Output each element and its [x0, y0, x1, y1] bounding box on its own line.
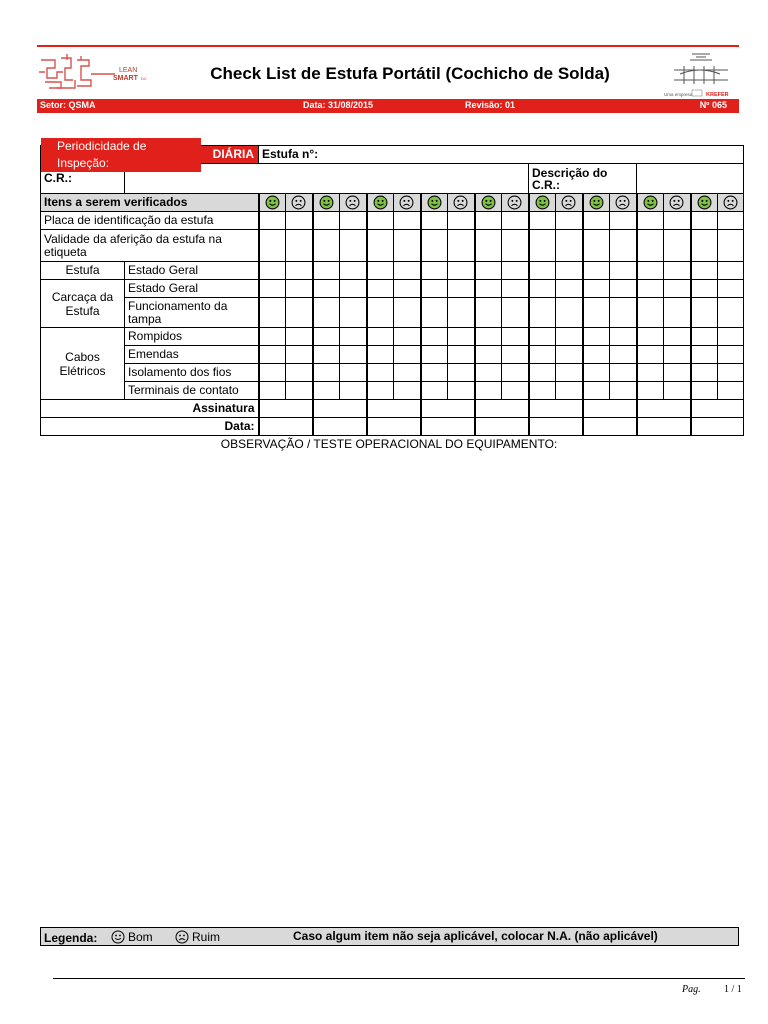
check-cell[interactable] — [475, 364, 502, 382]
check-cell[interactable] — [286, 212, 313, 230]
check-cell[interactable] — [529, 346, 556, 364]
check-cell[interactable] — [313, 298, 340, 328]
smiley-bad-icon — [175, 930, 189, 944]
estufa-number-label: Estufa n°: — [262, 147, 319, 161]
check-cell[interactable] — [556, 262, 583, 280]
check-cell[interactable] — [340, 230, 367, 262]
document-title: Check List de Estufa Portátil (Cochicho de Solda) — [210, 64, 610, 83]
check-cell[interactable] — [664, 298, 691, 328]
periodicidade-cell — [41, 138, 259, 170]
check-cell[interactable] — [313, 346, 340, 364]
check-cell[interactable] — [313, 230, 340, 262]
row-placa — [41, 212, 744, 230]
check-cell[interactable] — [259, 212, 286, 230]
check-cell[interactable] — [637, 364, 664, 382]
check-cell[interactable] — [583, 328, 610, 346]
check-cell[interactable] — [448, 346, 475, 364]
check-cell[interactable] — [664, 230, 691, 262]
smiley-bad-icon — [507, 195, 522, 210]
row-assinatura — [41, 400, 744, 418]
revision-field: Revisão: 01 — [465, 100, 516, 110]
signature-cell[interactable] — [583, 400, 637, 418]
check-cell[interactable] — [448, 230, 475, 262]
check-cell[interactable] — [583, 298, 610, 328]
check-cell[interactable] — [502, 364, 529, 382]
smiley-good-icon — [427, 195, 442, 210]
check-cell[interactable] — [610, 328, 637, 346]
check-cell[interactable] — [475, 298, 502, 328]
check-cell[interactable] — [340, 280, 367, 298]
check-cell[interactable] — [691, 364, 718, 382]
check-cell[interactable] — [421, 346, 448, 364]
check-cell[interactable] — [637, 382, 664, 400]
signature-cell[interactable] — [691, 400, 744, 418]
check-cell[interactable] — [286, 298, 313, 328]
check-cell[interactable] — [691, 346, 718, 364]
check-cell[interactable] — [259, 364, 286, 382]
check-cell[interactable] — [448, 328, 475, 346]
check-cell[interactable] — [556, 298, 583, 328]
check-cell[interactable] — [313, 364, 340, 382]
row-isolamento — [41, 364, 744, 382]
column-bad-header — [340, 194, 367, 212]
check-cell[interactable] — [691, 328, 718, 346]
check-cell[interactable] — [313, 328, 340, 346]
krefer-emblem-icon — [662, 50, 740, 98]
check-cell[interactable] — [448, 364, 475, 382]
check-cell[interactable] — [583, 230, 610, 262]
smiley-bad-icon — [399, 195, 414, 210]
periodicidade-row — [41, 146, 744, 164]
smiley-good-icon — [319, 195, 334, 210]
check-cell[interactable] — [394, 212, 421, 230]
column-bad-header — [610, 194, 637, 212]
legend-bar — [40, 927, 739, 946]
check-cell[interactable] — [286, 280, 313, 298]
row-carcaca-estado — [41, 280, 744, 298]
check-cell[interactable] — [340, 328, 367, 346]
legend-ruim — [175, 930, 220, 944]
check-cell[interactable] — [529, 298, 556, 328]
check-cell[interactable] — [259, 280, 286, 298]
observacao-heading: OBSERVAÇÃO / TESTE OPERACIONAL DO EQUIPAMENTO: — [220, 437, 558, 451]
column-bad-header — [448, 194, 475, 212]
check-cell[interactable] — [610, 382, 637, 400]
date-field: Data: 31/08/2015 — [303, 100, 374, 110]
item-isolamento: Isolamento dos fios — [125, 364, 259, 382]
smiley-good-icon — [535, 195, 550, 210]
check-cell[interactable] — [583, 382, 610, 400]
check-cell[interactable] — [475, 328, 502, 346]
item-placa: Placa de identificação da estufa — [41, 212, 259, 230]
legend-bom — [111, 930, 153, 944]
svg-text:SMART: SMART — [113, 75, 138, 82]
check-cell[interactable] — [394, 262, 421, 280]
row-data — [41, 418, 744, 436]
check-cell[interactable] — [340, 298, 367, 328]
column-good-header — [529, 194, 556, 212]
check-cell[interactable] — [556, 346, 583, 364]
check-cell[interactable] — [394, 382, 421, 400]
check-cell[interactable] — [691, 230, 718, 262]
signature-cell[interactable] — [637, 400, 691, 418]
date-cell[interactable] — [259, 418, 313, 436]
check-cell[interactable] — [664, 212, 691, 230]
check-cell[interactable] — [718, 230, 744, 262]
check-cell[interactable] — [529, 364, 556, 382]
check-cell[interactable] — [367, 328, 394, 346]
check-cell[interactable] — [448, 382, 475, 400]
smiley-good-icon — [373, 195, 388, 210]
check-cell[interactable] — [286, 382, 313, 400]
column-good-header — [583, 194, 610, 212]
check-cell[interactable] — [421, 364, 448, 382]
svg-text:DC: DC — [141, 76, 147, 81]
check-cell[interactable] — [502, 328, 529, 346]
periodicidade-value: DIÁRIA — [201, 146, 258, 163]
check-cell[interactable] — [448, 298, 475, 328]
signature-cell[interactable] — [259, 400, 313, 418]
check-cell[interactable] — [421, 328, 448, 346]
check-cell[interactable] — [475, 346, 502, 364]
smiley-good-icon — [643, 195, 658, 210]
check-cell[interactable] — [421, 212, 448, 230]
check-cell[interactable] — [556, 212, 583, 230]
check-cell[interactable] — [502, 298, 529, 328]
assinatura-label: Assinatura — [41, 400, 259, 418]
check-cell[interactable] — [421, 298, 448, 328]
check-cell[interactable] — [448, 262, 475, 280]
smiley-bad-icon — [291, 195, 306, 210]
row-emendas — [41, 346, 744, 364]
smiley-good-icon — [111, 930, 125, 944]
check-cell[interactable] — [556, 230, 583, 262]
item-emendas: Emendas — [125, 346, 259, 364]
check-cell[interactable] — [394, 364, 421, 382]
check-cell[interactable] — [340, 346, 367, 364]
check-cell[interactable] — [718, 382, 744, 400]
check-cell[interactable] — [718, 298, 744, 328]
signature-cell[interactable] — [421, 400, 475, 418]
check-cell[interactable] — [664, 280, 691, 298]
item-carcaca-estado: Estado Geral — [125, 280, 259, 298]
date-cell[interactable] — [637, 418, 691, 436]
signature-cell[interactable] — [529, 400, 583, 418]
check-cell[interactable] — [475, 280, 502, 298]
smiley-bad-icon — [345, 195, 360, 210]
check-cell[interactable] — [286, 328, 313, 346]
descricao-input[interactable] — [637, 164, 744, 194]
check-cell[interactable] — [583, 280, 610, 298]
check-cell[interactable] — [718, 262, 744, 280]
check-cell[interactable] — [259, 262, 286, 280]
check-cell[interactable] — [475, 382, 502, 400]
legend-label: Legenda: — [44, 931, 98, 945]
check-cell[interactable] — [691, 298, 718, 328]
check-cell[interactable] — [367, 262, 394, 280]
check-cell[interactable] — [529, 382, 556, 400]
check-cell[interactable] — [367, 382, 394, 400]
check-cell[interactable] — [610, 364, 637, 382]
check-cell[interactable] — [664, 382, 691, 400]
date-cell[interactable] — [367, 418, 421, 436]
check-cell[interactable] — [502, 230, 529, 262]
check-cell[interactable] — [718, 328, 744, 346]
smiley-good-icon — [697, 195, 712, 210]
data-label: Data: — [41, 418, 259, 436]
smiley-good-icon — [589, 195, 604, 210]
check-cell[interactable] — [340, 382, 367, 400]
smiley-good-icon — [481, 195, 496, 210]
date-cell[interactable] — [421, 418, 475, 436]
check-cell[interactable] — [394, 328, 421, 346]
check-cell[interactable] — [367, 346, 394, 364]
item-estufa-estado: Estado Geral — [125, 262, 259, 280]
item-rompidos: Rompidos — [125, 328, 259, 346]
check-cell[interactable] — [475, 262, 502, 280]
smiley-bad-icon — [561, 195, 576, 210]
column-bad-header — [556, 194, 583, 212]
check-cell[interactable] — [718, 280, 744, 298]
check-cell[interactable] — [394, 280, 421, 298]
column-good-header — [637, 194, 664, 212]
check-cell[interactable] — [529, 280, 556, 298]
check-cell[interactable] — [448, 212, 475, 230]
row-rompidos — [41, 328, 744, 346]
column-good-header — [259, 194, 286, 212]
date-cell[interactable] — [313, 418, 367, 436]
item-funcionamento: Funcionamento da tampa — [125, 298, 259, 328]
check-cell[interactable] — [502, 280, 529, 298]
check-cell[interactable] — [610, 346, 637, 364]
legend-note: Caso algum item não seja aplicável, colocar N.A. (não aplicável) — [293, 929, 658, 943]
column-good-header — [367, 194, 394, 212]
lean-smart-logo — [37, 52, 167, 94]
footer-rule — [53, 978, 745, 979]
check-cell[interactable] — [421, 230, 448, 262]
check-cell[interactable] — [610, 262, 637, 280]
krefer-logo — [662, 50, 740, 98]
check-cell[interactable] — [421, 280, 448, 298]
column-good-header — [691, 194, 718, 212]
check-cell[interactable] — [583, 212, 610, 230]
check-cell[interactable] — [637, 280, 664, 298]
check-cell[interactable] — [313, 280, 340, 298]
descricao-label: Descrição do C.R.: — [529, 164, 637, 194]
check-cell[interactable] — [286, 262, 313, 280]
group-carcaca: Carcaça da Estufa — [41, 280, 125, 328]
column-good-header — [421, 194, 448, 212]
check-cell[interactable] — [259, 346, 286, 364]
check-cell[interactable] — [556, 382, 583, 400]
smiley-good-icon — [265, 195, 280, 210]
smiley-bad-icon — [723, 195, 738, 210]
item-terminais: Terminais de contato — [125, 382, 259, 400]
check-cell[interactable] — [718, 346, 744, 364]
check-cell[interactable] — [556, 280, 583, 298]
column-bad-header — [286, 194, 313, 212]
cr-label: C.R.: — [41, 164, 125, 194]
check-cell[interactable] — [340, 364, 367, 382]
check-cell[interactable] — [718, 212, 744, 230]
check-cell[interactable] — [556, 328, 583, 346]
items-header-row — [41, 194, 744, 212]
check-cell[interactable] — [691, 212, 718, 230]
date-cell[interactable] — [691, 418, 744, 436]
check-cell[interactable] — [529, 328, 556, 346]
check-cell[interactable] — [367, 280, 394, 298]
check-cell[interactable] — [421, 262, 448, 280]
column-good-header — [475, 194, 502, 212]
check-cell[interactable] — [664, 262, 691, 280]
check-cell[interactable] — [340, 262, 367, 280]
svg-text:LEAN: LEAN — [119, 67, 138, 74]
check-cell[interactable] — [367, 364, 394, 382]
date-cell[interactable] — [529, 418, 583, 436]
group-cabos: Cabos Elétricos — [41, 328, 125, 400]
check-cell[interactable] — [610, 230, 637, 262]
check-cell[interactable] — [313, 382, 340, 400]
column-bad-header — [394, 194, 421, 212]
check-cell[interactable] — [637, 328, 664, 346]
column-good-header — [313, 194, 340, 212]
check-cell[interactable] — [421, 382, 448, 400]
check-cell[interactable] — [637, 262, 664, 280]
header-info-bar — [37, 99, 739, 113]
check-cell[interactable] — [502, 262, 529, 280]
check-cell[interactable] — [259, 230, 286, 262]
check-cell[interactable] — [691, 382, 718, 400]
check-cell[interactable] — [286, 230, 313, 262]
check-cell[interactable] — [529, 230, 556, 262]
check-cell[interactable] — [664, 364, 691, 382]
check-cell[interactable] — [691, 262, 718, 280]
check-cell[interactable] — [610, 298, 637, 328]
items-header: Itens a serem verificados — [41, 194, 259, 212]
column-bad-header — [502, 194, 529, 212]
check-cell[interactable] — [286, 364, 313, 382]
check-cell[interactable] — [367, 212, 394, 230]
page-number: 1 / 1 — [724, 984, 742, 995]
row-funcionamento — [41, 298, 744, 328]
check-cell[interactable] — [502, 212, 529, 230]
check-cell[interactable] — [718, 364, 744, 382]
check-cell[interactable] — [610, 280, 637, 298]
column-bad-header — [718, 194, 744, 212]
check-cell[interactable] — [475, 230, 502, 262]
smiley-bad-icon — [615, 195, 630, 210]
check-cell[interactable] — [502, 346, 529, 364]
group-estufa: Estufa — [41, 262, 125, 280]
header-top-rule — [37, 45, 739, 47]
check-cell[interactable] — [637, 298, 664, 328]
check-cell[interactable] — [394, 346, 421, 364]
check-cell[interactable] — [259, 298, 286, 328]
check-cell[interactable] — [637, 230, 664, 262]
check-cell[interactable] — [583, 262, 610, 280]
signature-cell[interactable] — [475, 400, 529, 418]
date-cell[interactable] — [583, 418, 637, 436]
legend-bom-label: Bom — [128, 930, 153, 944]
check-cell[interactable] — [367, 298, 394, 328]
svg-text:KREFER: KREFER — [706, 92, 729, 98]
check-cell[interactable] — [583, 346, 610, 364]
row-validade — [41, 230, 744, 262]
check-cell[interactable] — [394, 230, 421, 262]
setor-field: Setor: QSMA — [40, 100, 96, 110]
check-cell[interactable] — [637, 346, 664, 364]
periodicidade-label: Periodicidade de Inspeção: — [41, 138, 201, 172]
date-cell[interactable] — [475, 418, 529, 436]
check-cell[interactable] — [583, 364, 610, 382]
legend-ruim-label: Ruim — [192, 930, 221, 944]
smiley-bad-icon — [669, 195, 684, 210]
check-cell[interactable] — [394, 298, 421, 328]
smiley-bad-icon — [453, 195, 468, 210]
check-cell[interactable] — [448, 280, 475, 298]
signature-cell[interactable] — [367, 400, 421, 418]
estufa-number-field[interactable] — [259, 146, 744, 164]
check-cell[interactable] — [259, 382, 286, 400]
check-cell[interactable] — [259, 328, 286, 346]
row-terminais — [41, 382, 744, 400]
row-estufa-estado — [41, 262, 744, 280]
page-label: Pag. — [682, 984, 701, 995]
check-cell[interactable] — [340, 212, 367, 230]
column-bad-header — [664, 194, 691, 212]
check-cell[interactable] — [529, 262, 556, 280]
check-cell[interactable] — [664, 346, 691, 364]
item-validade: Validade da aferição da estufa na etiqueta — [41, 230, 259, 262]
check-cell[interactable] — [367, 230, 394, 262]
check-cell[interactable] — [556, 364, 583, 382]
svg-text:Uma empresa: Uma empresa — [664, 92, 693, 97]
check-cell[interactable] — [313, 212, 340, 230]
check-cell[interactable] — [637, 212, 664, 230]
check-cell[interactable] — [502, 382, 529, 400]
check-cell[interactable] — [691, 280, 718, 298]
check-cell[interactable] — [313, 262, 340, 280]
checklist-table — [40, 138, 744, 436]
check-cell[interactable] — [286, 346, 313, 364]
check-cell[interactable] — [610, 212, 637, 230]
signature-cell[interactable] — [313, 400, 367, 418]
document-number: Nº 065 — [699, 100, 727, 110]
check-cell[interactable] — [529, 212, 556, 230]
check-cell[interactable] — [475, 212, 502, 230]
check-cell[interactable] — [664, 328, 691, 346]
